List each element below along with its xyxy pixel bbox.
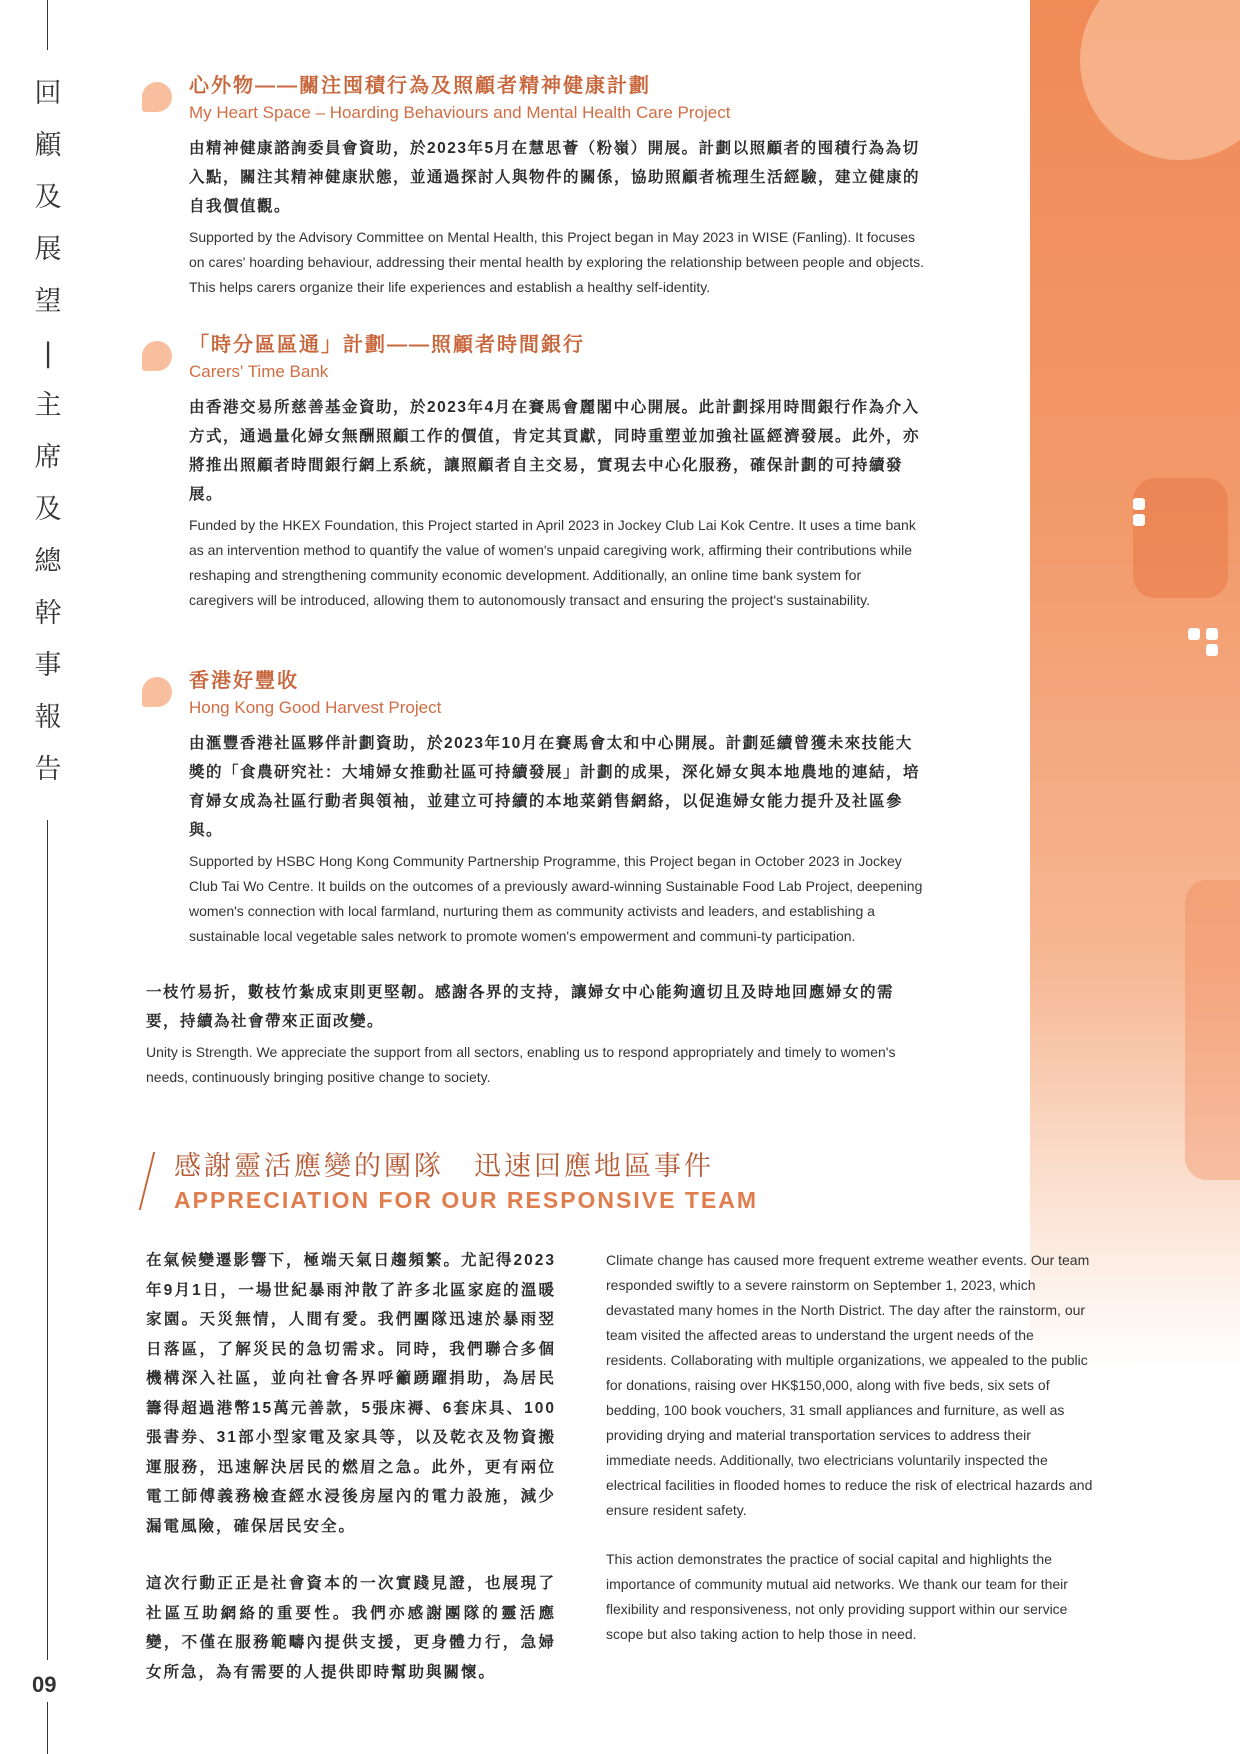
column-chinese: [146, 1246, 556, 1715]
project-carers-time-bank: [145, 331, 925, 613]
side-title-char: 展: [34, 234, 62, 265]
decorative-block: [1185, 880, 1240, 1180]
decorative-dot: [1206, 628, 1218, 640]
decorative-dot: [1188, 628, 1200, 640]
side-title-char: 報: [34, 702, 62, 733]
project-my-heart-space: [145, 72, 925, 300]
project-body-en: Supported by the Advisory Committee on Mental Health, this Project began in May 2023 in WISE (Fanling). It focuses on cares' hoarding behaviour, addressing their mental health by exploring the relationship between people and objects. This helps carers organize their life experiences and establish a healthy self-identity.: [189, 229, 925, 295]
side-title-char: 及: [34, 494, 62, 525]
side-line-bottom: [47, 820, 48, 1660]
column-english: [606, 1248, 1096, 1671]
speech-bubble-icon: [142, 341, 172, 371]
paragraph-zh: 這次行動正正是社會資本的一次實踐見證，也展現了社區互助網絡的重要性。我們亦感謝團隊的靈活應變，不僅在服務範疇內提供支援，更身體力行，急婦女所急，為有需要的人提供即時幫助與關懷。: [146, 1575, 556, 1681]
page-number: 09: [32, 1672, 57, 1697]
project-title-en: Carers' Time Bank: [189, 362, 329, 381]
section-title-en: APPRECIATION FOR OUR RESPONSIVE TEAM: [174, 1187, 759, 1213]
side-title-char: 事: [34, 650, 62, 681]
side-title-char: |: [43, 338, 53, 369]
speech-bubble-icon: [142, 82, 172, 112]
paragraph-en: This action demonstrates the practice of social capital and highlights the importance of community mutual aid networks. We thank our team for their flexibility and responsiveness, not only providing support within our service scope but also taking action to help those in need.: [606, 1551, 1068, 1642]
project-body-zh: 由精神健康諮詢委員會資助，於2023年5月在慧思薈（粉嶺）開展。計劃以照顧者的囤積行為為切入點，關注其精神健康狀態，並通過探討人與物件的關係，協助照顧者梳理生活經驗，建立健康的自我價值觀。: [189, 140, 921, 215]
decorative-dot: [1133, 498, 1145, 510]
project-body-zh: 由滙豐香港社區夥伴計劃資助，於2023年10月在賽馬會太和中心開展。計劃延續曾獲未來技能大獎的「食農研究社：大埔婦女推動社區可持續發展」計劃的成果，深化婦女與本地農地的連結，培育婦女成為社區行動者與領袖，並建立可持續的本地菜銷售網絡，以促進婦女能力提升及社區參與。: [189, 735, 921, 839]
decorative-block: [1133, 478, 1228, 598]
closing-en: Unity is Strength. We appreciate the support from all sectors, enabling us to respond appropriately and timely to women's needs, continuously bringing positive change to society.: [146, 1044, 896, 1085]
heading-slash: [139, 1152, 155, 1210]
side-title-char: 幹: [34, 598, 62, 629]
decorative-dot: [1133, 514, 1145, 526]
side-title-char: 主: [34, 390, 62, 421]
speech-bubble-icon: [142, 677, 172, 707]
project-body-zh: 由香港交易所慈善基金資助，於2023年4月在賽馬會麗閣中心開展。此計劃採用時間銀行作為介入方式，通過量化婦女無酬照顧工作的價值，肯定其貢獻，同時重塑並加強社區經濟發展。此外，亦將推出照顧者時間銀行網上系統，讓照顧者自主交易，實現去中心化服務，確保計劃的可持續發展。: [189, 399, 921, 503]
project-title-en: My Heart Space – Hoarding Behaviours and Mental Health Care Project: [189, 103, 731, 122]
side-title-char: 望: [34, 286, 62, 317]
side-line-end: [47, 1702, 48, 1754]
side-title-char: 席: [34, 442, 62, 473]
section-title-zh: 感謝靈活應變的團隊 迅速回應地區事件: [174, 1151, 714, 1181]
closing-statement: [146, 970, 926, 1090]
project-title-zh: 「時分區區通」計劃——照顧者時間銀行: [189, 334, 585, 356]
paragraph-en: Climate change has caused more frequent extreme weather events. Our team responded swiftly to a severe rainstorm on September 1, 2023, which devastated many homes in the North District. The day after the rainstorm, our team visited the affected areas to understand the urgent needs of the residents. Collaborating with multiple organizations, we appealed to the public for donations, raising over HK$150,000, along with five beds, six sets of bedding, 100 book vouchers, 31 small appliances and furniture, as well as providing drying and material transportation services to address their immediate needs. Additionally, two electricians voluntarily inspected the electrical facilities in flooded homes to reduce the risk of electrical hazards and ensure resident safety.: [606, 1252, 1093, 1518]
project-title-zh: 香港好豐收: [189, 670, 299, 692]
closing-zh: 一枝竹易折，數枝竹紮成束則更堅韌。感謝各界的支持，讓婦女中心能夠適切且及時地回應婦女的需要，持續為社會帶來正面改變。: [146, 984, 895, 1030]
side-title-char: 回: [34, 78, 62, 109]
side-title-char: 顧: [34, 130, 62, 161]
side-title-char: 告: [34, 754, 62, 785]
side-line-top: [47, 0, 48, 50]
project-title-en: Hong Kong Good Harvest Project: [189, 698, 442, 717]
project-body-en: Funded by the HKEX Foundation, this Project started in April 2023 in Jockey Club Lai Kok Centre. It uses a time bank as an intervention method to quantify the value of women's unpaid caregiving work, affirming their contributions while reshaping and strengthening community economic development. Additionally, an online time bank system for caregivers will be introduced, allowing them to autonomously transact and ensuring the project's sustainability.: [189, 517, 916, 608]
side-title-char: 及: [34, 182, 62, 213]
project-title-zh: 心外物——關注囤積行為及照顧者精神健康計劃: [189, 75, 651, 97]
section-heading: [146, 1148, 906, 1216]
project-good-harvest: [145, 667, 925, 949]
side-vertical-title: [28, 68, 68, 796]
decorative-dot: [1206, 644, 1218, 656]
paragraph-zh: 在氣候變遷影響下，極端天氣日趨頻繁。尤記得2023年9月1日，一場世紀暴雨沖散了許多北區家庭的溫暖家園。天災無情，人間有愛。我們團隊迅速於暴雨翌日落區，了解災民的急切需求。同時，我們聯合多個機構深入社區，並向社會各界呼籲踴躍捐助，為居民籌得超過港幣15萬元善款，5張床褥、6套床具、100張書券、31部小型家電及家具等，以及乾衣及物資搬運服務，迅速解決居民的燃眉之急。此外，更有兩位電工師傅義務檢查經水浸後房屋內的電力設施，減少漏電風險，確保居民安全。: [146, 1252, 556, 1535]
side-title-char: 總: [34, 546, 62, 577]
project-body-en: Supported by HSBC Hong Kong Community Partnership Programme, this Project began in October 2023 in Jockey Club Tai Wo Centre. It builds on the outcomes of a previously award-winning Sustainable Food Lab Project, deepening women's connection with local farmland, nurturing them as community activists and leaders, and establishing a sustainable local vegetable sales network to promote women's empowerment and communi-ty participation.: [189, 853, 923, 944]
